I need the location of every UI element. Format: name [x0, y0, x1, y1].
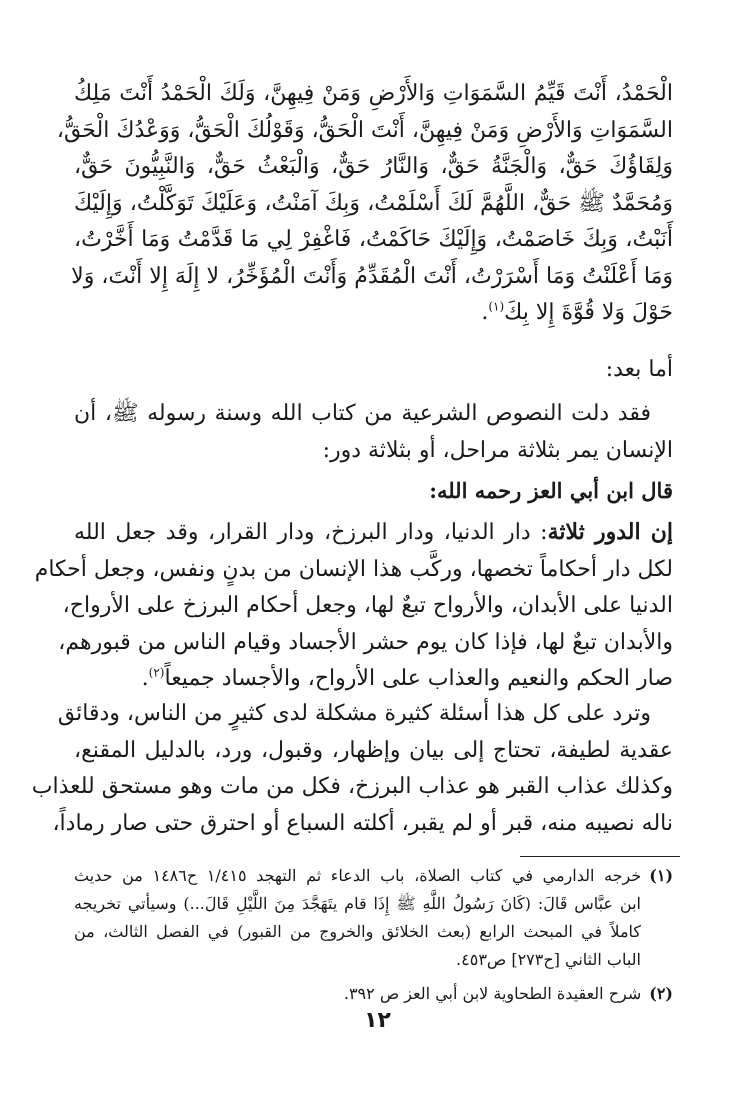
- text-line: حَوْلَ وَلا قُوَّةَ إِلا بِكَ$^{(١)}$.: [481, 299, 673, 325]
- footnote-separator: [520, 856, 680, 857]
- text-line: وَمُحَمَّدٌ ﷺ حَقٌّ، اللَّهُمَّ لَكَ أَسْلَمْتُ، وَبِكَ آمَنْتُ، وَعَلَيْكَ تَوَكَّلْتُ، وَإِلَيْكَ: [74, 190, 673, 216]
- text-line: صار الحكم والنعيم والعذاب على الأرواح، والأجساد جميعاً$^{(٢)}$.: [141, 665, 673, 691]
- footnote-ref: (١): [488, 299, 505, 314]
- footnote-line: ابن عبَّاس قَالَ: (كَانَ رَسُولُ اللَّهِ ﷺ إِذَا قام يتَهَجَّدَ مِنَ اللَّيْلِ قَالَ...) وسيأتي تخريجه: [74, 894, 642, 913]
- text-fragment: صار الحكم والنعيم والعذاب على الأرواح، والأجساد جميعاً: [164, 666, 673, 691]
- footnotes: [74, 862, 673, 1008]
- text-fragment: شرح العقيدة الطحاوية لابن أبي العز ص ٣٩٢.: [343, 984, 642, 1003]
- hadith-paragraph: [56, 76, 673, 332]
- text-line: وترد على كل هذا أسئلة كثيرة مشكلة لدى كثيرٍ من الناس، ودقائق: [57, 701, 651, 726]
- footnote-1: [74, 862, 673, 974]
- closing-paragraph: [31, 696, 673, 842]
- footnote-line: [74, 980, 673, 1008]
- footnote-line: [74, 862, 673, 890]
- text-line: فقد دلت النصوص الشرعية من كتاب الله وسنة رسوله ﷺ، أن: [74, 401, 652, 426]
- text-line: الإنسان يمر بثلاثة مراحل، أو بثلاثة دور:: [322, 437, 673, 463]
- footnote-number: (١): [649, 866, 674, 885]
- text-fragment: حَوْلَ وَلا قُوَّةَ إِلا بِكَ: [504, 300, 673, 325]
- heading-text: قال ابن أبي العز رحمه الله:: [429, 478, 673, 503]
- text-fragment: خرجه الدارمي في كتاب الصلاة، باب الدعاء ثم التهجد ١/٤١٥ ح١٤٨٦ من حديث: [74, 866, 642, 885]
- text-fragment: : دار الدنيا، ودار البرزخ، ودار القرار، وقد جعل الله: [74, 520, 548, 545]
- text-line: أَنَبْتُ، وَبِكَ خَاصَمْتُ، وَإِلَيْكَ حَاكَمْتُ، فَاغْفِرْ لِي مَا قَدَّمْتُ وَمَا أَخَّرْتُ،: [74, 227, 673, 252]
- footnote-line: الباب الثاني [ح٢٧٣] ص٤٥٣.: [456, 950, 641, 969]
- text-line: الْحَمْدُ، أَنْتَ قَيِّمُ السَّمَوَاتِ وَالأَرْضِ وَمَنْ فِيهِنَّ، وَلَكَ الْحَمْدُ أَنْتَ مَلِكُ: [74, 81, 673, 106]
- footnote-line: كاملاً في المبحث الرابع (بعث الخلائق والخروج من القبور) في الفصل الثالث، من: [74, 922, 641, 941]
- quote-heading: [74, 478, 673, 503]
- footnote-2: [74, 980, 673, 1008]
- text-line: والأبدان تبعٌ لها، فإذا كان يوم حشر الأجساد وقيام الناس من قبورهم،: [58, 629, 673, 655]
- footnote-number: (٢): [649, 984, 673, 1003]
- text-line: وَلِقَاؤُكَ حَقٌّ، وَالْجَنَّةُ حَقٌّ، وَالنَّارُ حَقٌّ، وَالْبَعْثُ حَقٌّ، وَالنَّبِيُّونَ حَقٌّ،: [74, 154, 673, 179]
- intro-paragraph: [74, 396, 673, 469]
- text-line: ناله نصيبه منه، قبر أو لم يقبر، أكلته السباع أو احترق حتى صار رماداً،: [52, 810, 673, 836]
- text-line: الدنيا على الأبدان، والأرواح تبعٌ لها، وجعل أحكام البرزخ على الأرواح،: [62, 593, 673, 618]
- footnote-ref: (٢): [148, 665, 165, 680]
- text-line: لكل دار أحكاماً تخصها، وركَّب هذا الإنسان من بدنٍ ونفس، وجعل أحكام: [34, 556, 673, 582]
- text-line: السَّمَوَاتِ وَالأَرْضِ وَمَنْ فِيهِنَّ، أَنْتَ الْحَقُّ، وَقَوْلُكَ الْحَقُّ، وَوَعْدُكَ الْحَقُّ،: [56, 117, 673, 143]
- text-line: [74, 514, 673, 552]
- ama-baad-line: [74, 352, 673, 389]
- lead-phrase: إن الدور ثلاثة: [547, 519, 673, 545]
- text-line: عقدية لطيفة، تحتاج إلى بيان وإظهار، وقبول، ورد، بالدليل المقنع،: [74, 737, 673, 763]
- text-line: وكذلك عذاب القبر هو عذاب البرزخ، فكل من مات وهو مستحق للعذاب: [31, 774, 673, 799]
- quote-paragraph: [34, 514, 673, 698]
- page-number: ١٢: [364, 1008, 391, 1033]
- text-line: أما بعد:: [605, 357, 673, 382]
- text-line: وَمَا أَعْلَنْتُ وَمَا أَسْرَرْتُ، أَنْتَ الْمُقَدِّمُ وَأَنْتَ الْمُؤَخِّرُ، لا إِلَهَ إِلا أَنْتَ، وَلا: [71, 263, 673, 289]
